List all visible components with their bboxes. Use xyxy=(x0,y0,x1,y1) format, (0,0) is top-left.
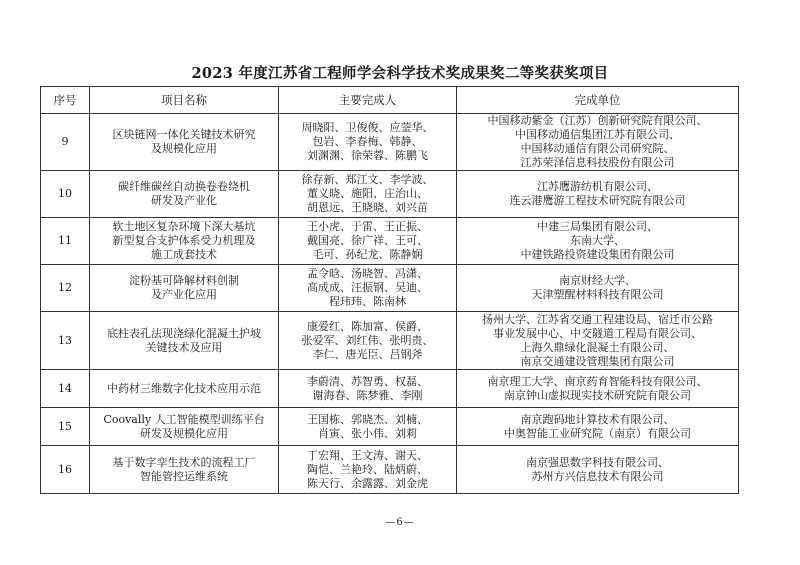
cell-units: 南京理工大学、南京药育智能科技有限公司、 南京钟山虚拟现实技术研究院有限公司 xyxy=(457,370,739,408)
cell-people: 康爱红、陈加富、侯爵、 张爱军、刘红伟、张明贵、 李仁、唐光臣、吕钢斧 xyxy=(279,312,457,370)
table-header-row xyxy=(41,87,739,114)
cell-serial: 10 xyxy=(41,171,90,218)
header-people: 主要完成人 xyxy=(279,87,457,114)
cell-units: 中国移动紫金（江苏）创新研究院有限公司、 中国移动通信集团江苏有限公司、 中国移动通信有限公司研究院、 江苏荣泽信息科技股份有限公司 xyxy=(457,114,739,171)
cell-serial: 16 xyxy=(41,446,90,494)
page-title: 2023 年度江苏省工程师学会科学技术奖成果奖二等奖获奖项目 xyxy=(191,65,609,82)
cell-people: 孟令晗、汤晓智、冯潇、 高成成、汪振钢、吴迪、 程玮玮、陈南林 xyxy=(279,265,457,312)
cell-project: 碳纤维碳丝自动换卷卷绕机 研发及产业化 xyxy=(90,171,279,218)
table-row xyxy=(41,171,739,218)
cell-people: 徐存新、郑江文、李学波、 董义晓、施阳、庄治山、 胡恩远、王晓晓、刘兴苗 xyxy=(279,171,457,218)
cell-project: 中药材三维数字化技术应用示范 xyxy=(90,370,279,408)
cell-units: 南京跑码地计算技术有限公司、 中奥智能工业研究院（南京）有限公司 xyxy=(457,408,739,446)
table-row xyxy=(41,446,739,494)
cell-project: 软土地区复杂环境下深大基坑 新型复合支护体系受力机理及 施工成套技术 xyxy=(90,218,279,265)
cell-people: 李蔚清、苏智勇、权磊、 谢海春、陈梦雅、李刚 xyxy=(279,370,457,408)
cell-serial: 9 xyxy=(41,114,90,171)
cell-serial: 11 xyxy=(41,218,90,265)
table-row xyxy=(41,265,739,312)
header-units: 完成单位 xyxy=(457,87,739,114)
table-row xyxy=(41,218,739,265)
cell-project: 底柱表孔法现浇绿化混凝土护坡 关键技术及应用 xyxy=(90,312,279,370)
cell-project: Coovally 人工智能模型训练平台 研发及规模化应用 xyxy=(90,408,279,446)
table-row xyxy=(41,312,739,370)
cell-units: 江苏鹰游纺机有限公司、 连云港鹰游工程技术研究院有限公司 xyxy=(457,171,739,218)
cell-project: 区块链网一体化关键技术研究 及规模化应用 xyxy=(90,114,279,171)
awards-table xyxy=(40,86,739,494)
header-serial: 序号 xyxy=(41,87,90,114)
cell-people: 王国栋、郭晓杰、刘楠、 肖寅、张小伟、刘莉 xyxy=(279,408,457,446)
table-row xyxy=(41,408,739,446)
cell-people: 王小虎、于雷、王正振、 戴国亮、徐广祥、王可、 毛可、孙纪龙、陈静娴 xyxy=(279,218,457,265)
cell-units: 南京财经大学、 天津塑醒材料科技有限公司 xyxy=(457,265,739,312)
cell-units: 中建三局集团有限公司、 东南大学、 中建铁路投资建设集团有限公司 xyxy=(457,218,739,265)
cell-people: 丁宏翔、王文涛、谢天、 陶恺、兰艳玲、陆炳蔚、 陈天行、余露露、刘金虎 xyxy=(279,446,457,494)
cell-units: 扬州大学、江苏省交通工程建设局、宿迁市公路 事业发展中心、中交隧道工程局有限公司、 上海久鼎绿化混凝土有限公司、 南京交通建设管理集团有限公司 xyxy=(457,312,739,370)
table-row xyxy=(41,370,739,408)
cell-project: 基于数字孪生技术的流程工厂 智能管控运维系统 xyxy=(90,446,279,494)
cell-serial: 15 xyxy=(41,408,90,446)
cell-serial: 12 xyxy=(41,265,90,312)
cell-project: 淀粉基可降解材料创制 及产业化应用 xyxy=(90,265,279,312)
table-row xyxy=(41,114,739,171)
cell-serial: 13 xyxy=(41,312,90,370)
header-project: 项目名称 xyxy=(90,87,279,114)
cell-serial: 14 xyxy=(41,370,90,408)
cell-people: 周晓阳、卫俊俊、应蓥华、 包岩、李春梅、韩静、 刘渊渊、徐荣蓉、陈鹏飞 xyxy=(279,114,457,171)
cell-units: 南京强思数字科技有限公司、 苏州方兴信息技术有限公司 xyxy=(457,446,739,494)
page-number: —6— xyxy=(385,517,415,528)
